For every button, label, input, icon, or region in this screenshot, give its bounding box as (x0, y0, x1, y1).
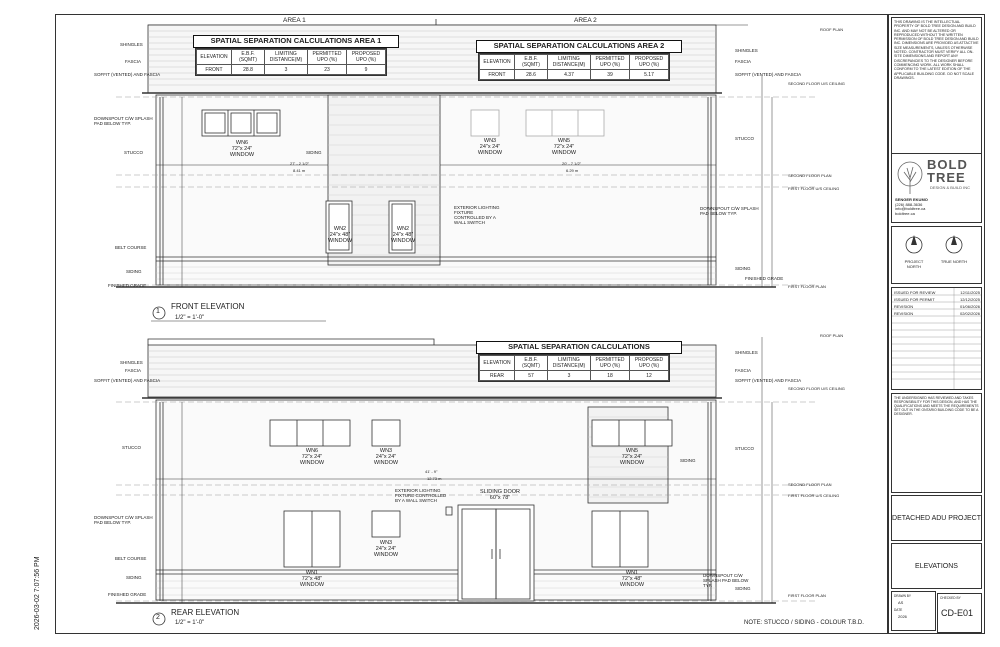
logo-box (891, 153, 982, 223)
meta-label: DATE (894, 608, 903, 612)
project-name: DETACHED ADU PROJECT (891, 495, 982, 541)
north-arrows (891, 226, 982, 284)
lighting-note: EXTERIOR LIGHTING FIXTURE CONTROLLED BY A WALL SWITCH (454, 205, 500, 225)
meta-value: AS (898, 600, 904, 605)
rear-left-label: SIDING (126, 575, 142, 580)
rear-left-label: STUCCO (122, 445, 141, 450)
ssc-rear-h0: ELEVATION (480, 356, 515, 371)
ssc2-c4: 5.17 (630, 70, 669, 80)
window-label-wn1: WN1 72"x 48" WINDOW (299, 570, 325, 588)
ssc1-table (195, 48, 387, 76)
ssc1-h3: PERMITTED UPO (%) (308, 50, 347, 65)
level-label: FIRST FLOOR PLAN (788, 284, 826, 289)
window-label-wn1: WN1 72"x 48" WINDOW (619, 570, 645, 588)
ssc2-h2: LIMITING DISTANCE(M) (548, 55, 591, 70)
meta-label: DRAWN BY (894, 594, 912, 598)
ssc2-title: SPATIAL SEPARATION CALCULATIONS AREA 2 (476, 40, 682, 53)
level-label: FIRST FLOOR PLAN (788, 593, 826, 598)
issue-row: ISSUED FOR PERMIT 12/12/2025 (894, 297, 980, 302)
ssc2-c0: FRONT (480, 70, 515, 80)
front-right-label: DOWNSPOUT C/W SPLASH PAD BELOW TYP. (700, 206, 759, 216)
meta-value: 2026 (898, 614, 907, 619)
ssc-rear-h3: PERMITTED UPO (%) (591, 356, 630, 371)
ssc1-c4: 9 (347, 65, 386, 75)
front-right-label: SHINGLES (735, 48, 758, 53)
level-label: FIRST FLOOR U/S CEILING (788, 493, 840, 498)
front-right-label: SOFFIT (VENTED) AND FASCIA (735, 72, 802, 77)
ssc2-table (478, 53, 670, 81)
ssc1-h0: ELEVATION (197, 50, 232, 65)
ssc1-h2: LIMITING DISTANCE(M) (265, 50, 308, 65)
level-label: ROOF PLAN (820, 333, 844, 338)
ssc1-c1: 28.8 (232, 65, 265, 75)
level-label: SECOND FLOOR PLAN (788, 482, 832, 487)
rear-left-label: SOFFIT (VENTED) AND FASCIA (94, 378, 161, 383)
true-north-icon (944, 233, 964, 255)
front-left-label: STUCCO (124, 150, 143, 155)
ssc-rear-c2: 3 (548, 371, 591, 381)
window-label-wn3: WN3 24"x 24" WINDOW (477, 138, 503, 156)
ssc1-h1: E.B.F. (SQMT) (232, 50, 265, 65)
elevation-drawings (56, 15, 887, 633)
front-right-label: FASCIA (735, 59, 752, 64)
window-label-wn2: WN2 24"x 48" WINDOW (390, 226, 416, 244)
window-label-wn2: WN2 24"x 48" WINDOW (327, 226, 353, 244)
level-label: FIRST FLOOR U/S CEILING (788, 186, 840, 191)
window-label-wn6: WN6 72"x 24" WINDOW (299, 448, 325, 466)
ssc-rear-table (478, 354, 670, 382)
ssc2-c1: 28.6 (515, 70, 548, 80)
logo-tree: TREE (927, 170, 966, 185)
meta-left (891, 591, 936, 631)
front-right-label: FINISHED GRADE (745, 276, 784, 281)
window-label-wn5: WN5 72"x 24" WINDOW (619, 448, 645, 466)
logo-bold: BOLD (927, 157, 968, 172)
ssc2-h3: PERMITTED UPO (%) (591, 55, 630, 70)
drawing-title: REAR ELEVATION (171, 608, 240, 617)
rear-left-label: FASCIA (125, 368, 142, 373)
dimension-metric: 8.41 m (293, 168, 306, 173)
front-left-label: DOWNSPOUT C/W SPLASH PAD BELOW TYP. (94, 116, 153, 126)
dimension: 20' - 7 1/2" (562, 161, 582, 166)
rear-right-label: DOWNSPOUT C/W SPLASH PAD BELOW TYP. (703, 573, 749, 588)
level-label: ROOF PLAN (820, 27, 844, 32)
issue-grid (892, 288, 981, 389)
level-label: SECOND FLOOR U/S CEILING (788, 386, 845, 391)
issue-row: REVISION 02/02/2026 (894, 311, 980, 316)
dimension: 27' - 2 1/2" (290, 161, 310, 166)
level-label: SECOND FLOOR U/S CEILING (788, 81, 845, 86)
window-label-wn3: WN3 24"x 24" WINDOW (373, 448, 399, 466)
window-label-wn6: WN6 72"x 24" WINDOW (229, 140, 255, 158)
ssc2-h0: ELEVATION (480, 55, 515, 70)
rear-right-label: FASCIA (735, 368, 752, 373)
door-label: SLIDING DOOR 60"x 78" (479, 489, 521, 501)
rear-left-label: BELT COURSE (115, 556, 147, 561)
colour-note: NOTE: STUCCO / SIDING - COLOUR T.B.D. (744, 620, 864, 626)
dimension: 41' - 9" (425, 469, 438, 474)
rear-right-label: SIDING (680, 458, 696, 463)
front-left-label: SHINGLES (120, 42, 143, 47)
ssc1-c2: 3 (265, 65, 308, 75)
issue-row: ISSUED FOR REVIEW 12/11/2025 (894, 290, 980, 295)
front-left-label: FASCIA (125, 59, 142, 64)
window-label-wn5: WN5 72"x 24" WINDOW (551, 138, 577, 156)
sheet-number: CD-E01 (941, 608, 974, 618)
front-left-label: SIDING (126, 269, 142, 274)
stamp-note: THE UNDERSIGNED HAS REVIEWED AND TAKES RESPONSIBILITY FOR THIS DESIGN, AND HAS THE QUALIFICATIONS AND MEETS THE REQUIREMENTS SET OUT IN THE ONTARIO BUILDING CODE TO BE A DESIGNER. (894, 396, 979, 416)
ssc2-c2: 4.37 (548, 70, 591, 80)
ssc-rear-h1: E.B.F. (SQMT) (515, 356, 548, 371)
project-north-label: PROJECT NORTH (904, 259, 924, 269)
project-north-icon (904, 233, 924, 255)
drawing-scale: 1/2" = 1'-0" (175, 315, 205, 321)
level-label: SECOND FLOOR PLAN (788, 173, 832, 178)
dimension-metric: 6.29 m (566, 168, 579, 173)
front-left-label: BELT COURSE (115, 245, 147, 250)
sheet-number-box (937, 593, 982, 633)
window-label-wn3: WN3 24"x 24" WINDOW (373, 540, 399, 558)
rear-right-label: STUCCO (735, 446, 754, 451)
ssc-rear-c4: 12 (630, 371, 669, 381)
ssc1-c3: 23 (308, 65, 347, 75)
rear-left-label: SHINGLES (120, 360, 143, 365)
rear-left-label: FINISHED GRADE (108, 592, 147, 597)
ssc-rear-h4: PROPOSED UPO (%) (630, 356, 669, 371)
timestamp: 2026-03-02 7:07:56 PM (34, 556, 41, 630)
ssc2-h1: E.B.F. (SQMT) (515, 55, 548, 70)
ssc1-title: SPATIAL SEPARATION CALCULATIONS AREA 1 (193, 35, 399, 48)
ssc-rear-c0: REAR (480, 371, 515, 381)
ssc-rear-title: SPATIAL SEPARATION CALCULATIONS (476, 341, 682, 354)
rear-right-label: SIDING (735, 586, 751, 591)
drawing-number: 1 (156, 308, 160, 315)
ssc1-c0: FRONT (197, 65, 232, 75)
meta-label: CHECKED BY (940, 596, 961, 600)
rear-right-label: SHINGLES (735, 350, 758, 355)
rear-right-label: SOFFIT (VENTED) AND FASCIA (735, 378, 802, 383)
area2-label: AREA 2 (574, 17, 597, 24)
general-notes: THIS DRAWING IS THE INTELLECTUAL PROPERTY OF BOLD TREE DESIGN AND BUILD INC. AND MAY NOT BE ALTERED OR REPRODUCED WITHOUT THE WRITTEN PERMISSION OF BOLD TREE DESIGN AND BUILD INC. DIMENSIONS ARE PROVIDED AS ATTACTIVE SIZE MEASUREMENTS, UNLESS OTHERWISE NOTED. CONTRACTOR MUST VERIFY ALL ON-SITE DIMENSIONS AND REPORT ANY DISCREPANCIES TO THE DESIGNER BEFORE COMMENCING WORK. ALL WORK SHALL CONFORM TO THE LATEST EDITION OF THE APPLICABLE BUILDING CODE. DO NOT SCALE DRAWINGS. (891, 17, 982, 159)
ssc1-h4: PROPOSED UPO (%) (347, 50, 386, 65)
ssc2-c3: 39 (591, 70, 630, 80)
tree-logo-icon (895, 160, 925, 196)
drawing-title: FRONT ELEVATION (171, 302, 245, 311)
issue-table (891, 287, 982, 390)
rear-left-label: DOWNSPOUT C/W SPLASH PAD BELOW TYP. (94, 515, 153, 525)
front-left-label: FINISHED GRADE (108, 283, 147, 288)
ssc-rear-c1: 57 (515, 371, 548, 381)
front-right-label: SIDING (735, 266, 751, 271)
ssc2-h4: PROPOSED UPO (%) (630, 55, 669, 70)
dimension-metric: 12.73 m (427, 476, 442, 481)
lighting-note: EXTERIOR LIGHTING FIXTURE CONTROLLED BY A WALL SWITCH (395, 488, 447, 503)
drawing-scale: 1/2" = 1'-0" (175, 620, 205, 626)
ssc-rear-h2: LIMITING DISTANCE(M) (548, 356, 591, 371)
siding-label: SIDING (306, 150, 322, 155)
area1-label: AREA 1 (283, 17, 306, 24)
ssc-rear-c3: 18 (591, 371, 630, 381)
front-right-label: STUCCO (735, 136, 754, 141)
true-north-label: TRUE NORTH (940, 259, 968, 264)
front-left-label: SOFFIT (VENTED) AND FASCIA (94, 72, 161, 77)
issue-row: REVISION 01/06/2026 (894, 304, 980, 309)
sheet-title: ELEVATIONS (891, 543, 982, 589)
logo-subtitle: DESIGN & BUILD INC (930, 185, 971, 190)
stamp-box (891, 393, 982, 493)
contact-info: SENGER EKUMO (226) 888-3636 info@boldtree.ca boldtree.ca (895, 197, 928, 216)
title-block (888, 14, 985, 634)
drawing-number: 2 (156, 614, 160, 621)
